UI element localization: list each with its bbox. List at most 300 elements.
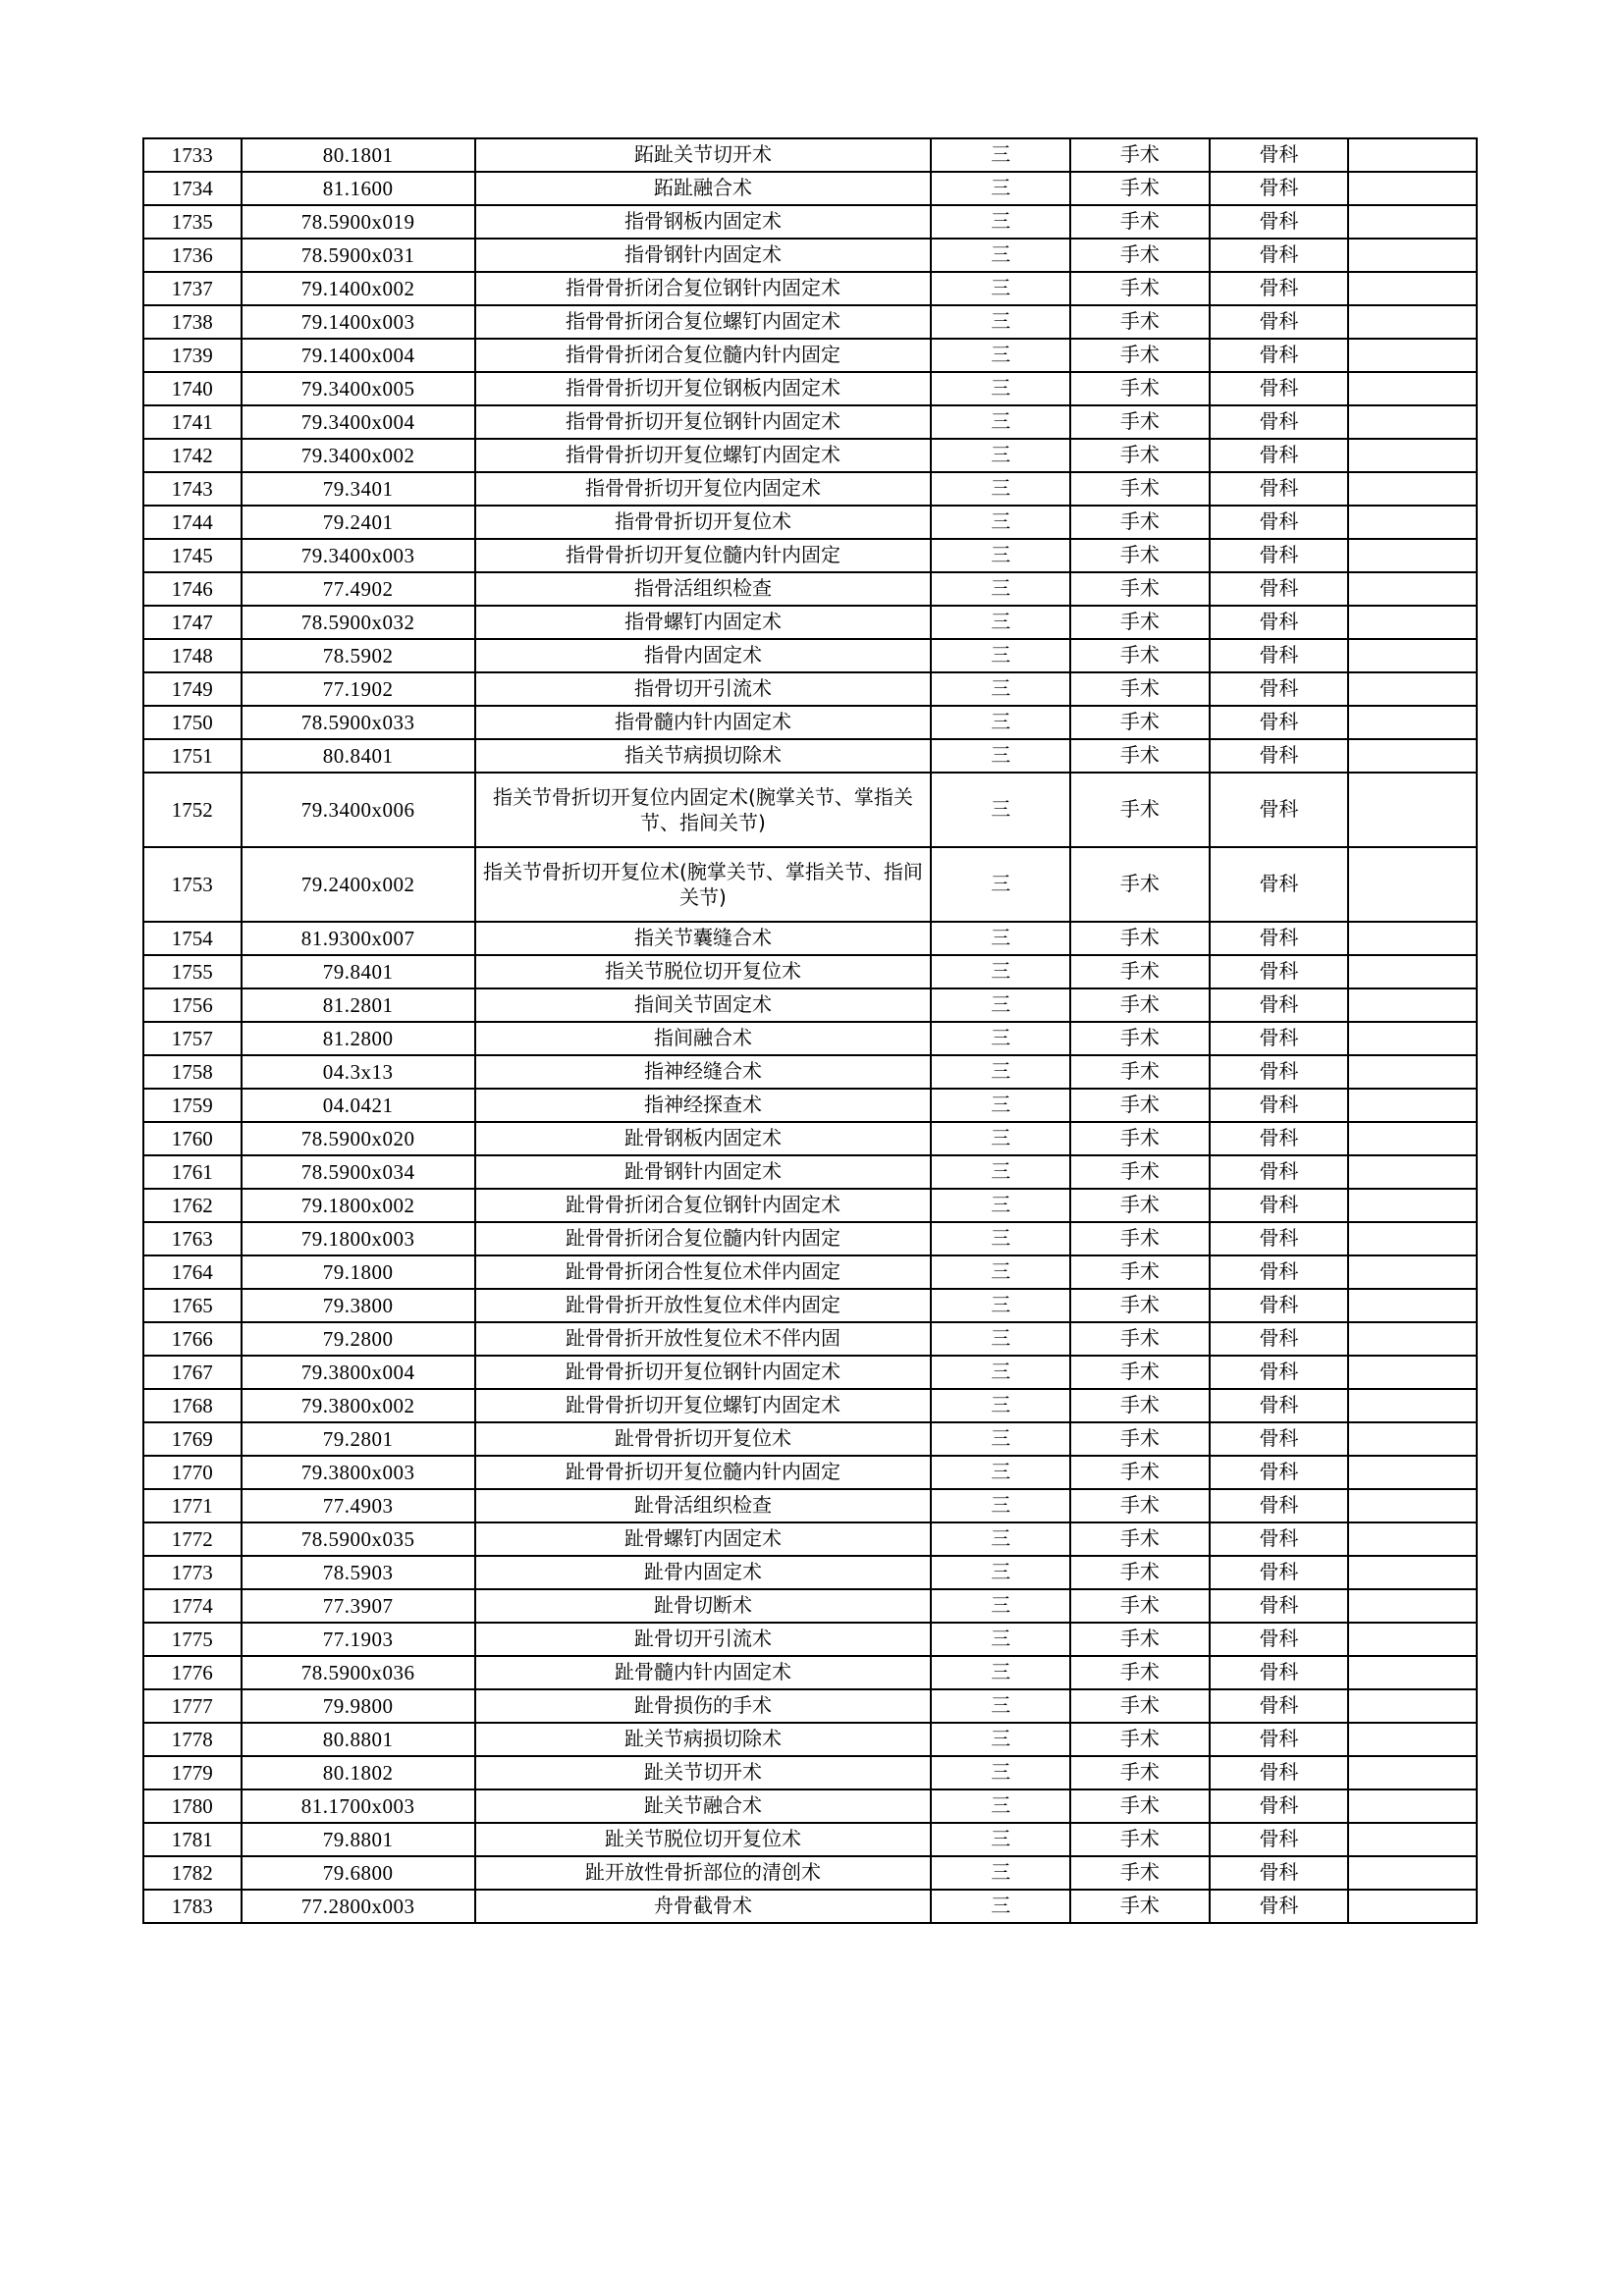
cell-category: 手术 bbox=[1070, 1689, 1210, 1723]
cell-sequence: 1750 bbox=[143, 706, 242, 739]
cell-category: 手术 bbox=[1070, 922, 1210, 955]
cell-category: 手术 bbox=[1070, 1589, 1210, 1623]
cell-sequence: 1744 bbox=[143, 506, 242, 539]
cell-procedure-code: 78.5900x033 bbox=[242, 706, 475, 739]
cell-sequence: 1756 bbox=[143, 988, 242, 1022]
cell-department: 骨科 bbox=[1210, 1556, 1349, 1589]
cell-department: 骨科 bbox=[1210, 1489, 1349, 1522]
cell-remark bbox=[1348, 405, 1477, 439]
cell-sequence: 1772 bbox=[143, 1522, 242, 1556]
cell-sequence: 1739 bbox=[143, 339, 242, 372]
cell-procedure-name: 趾骨髓内针内固定术 bbox=[475, 1656, 932, 1689]
cell-procedure-name: 指骨骨折切开复位术 bbox=[475, 506, 932, 539]
cell-remark bbox=[1348, 1356, 1477, 1389]
cell-procedure-name: 趾关节病损切除术 bbox=[475, 1723, 932, 1756]
cell-procedure-name: 指关节脱位切开复位术 bbox=[475, 955, 932, 988]
table-row bbox=[143, 138, 1477, 172]
cell-sequence: 1762 bbox=[143, 1189, 242, 1222]
cell-procedure-code: 79.3800 bbox=[242, 1289, 475, 1322]
cell-sequence: 1775 bbox=[143, 1623, 242, 1656]
cell-procedure-name: 趾骨骨折闭合复位钢针内固定术 bbox=[475, 1189, 932, 1222]
cell-procedure-name: 趾骨骨折切开复位钢针内固定术 bbox=[475, 1356, 932, 1389]
cell-remark bbox=[1348, 1289, 1477, 1322]
table-row bbox=[143, 1489, 1477, 1522]
cell-level: 三 bbox=[931, 1089, 1070, 1122]
cell-level: 三 bbox=[931, 339, 1070, 372]
cell-procedure-name: 指间融合术 bbox=[475, 1022, 932, 1055]
cell-department: 骨科 bbox=[1210, 1456, 1349, 1489]
cell-remark bbox=[1348, 239, 1477, 272]
cell-category: 手术 bbox=[1070, 1222, 1210, 1255]
cell-level: 三 bbox=[931, 922, 1070, 955]
cell-department: 骨科 bbox=[1210, 1522, 1349, 1556]
cell-level: 三 bbox=[931, 955, 1070, 988]
cell-procedure-name: 舟骨截骨术 bbox=[475, 1890, 932, 1923]
cell-remark bbox=[1348, 1155, 1477, 1189]
table-row bbox=[143, 955, 1477, 988]
cell-procedure-code: 79.2800 bbox=[242, 1322, 475, 1356]
cell-level: 三 bbox=[931, 706, 1070, 739]
cell-procedure-name: 指骨骨折切开复位钢板内固定术 bbox=[475, 372, 932, 405]
cell-procedure-name: 趾骨切断术 bbox=[475, 1589, 932, 1623]
cell-level: 三 bbox=[931, 572, 1070, 606]
cell-procedure-name: 指关节病损切除术 bbox=[475, 739, 932, 773]
cell-sequence: 1755 bbox=[143, 955, 242, 988]
cell-level: 三 bbox=[931, 1489, 1070, 1522]
table-row bbox=[143, 372, 1477, 405]
cell-level: 三 bbox=[931, 539, 1070, 572]
cell-sequence: 1753 bbox=[143, 847, 242, 922]
cell-sequence: 1741 bbox=[143, 405, 242, 439]
cell-sequence: 1766 bbox=[143, 1322, 242, 1356]
cell-category: 手术 bbox=[1070, 472, 1210, 506]
cell-procedure-code: 78.5900x031 bbox=[242, 239, 475, 272]
cell-category: 手术 bbox=[1070, 1890, 1210, 1923]
cell-sequence: 1761 bbox=[143, 1155, 242, 1189]
cell-procedure-name: 指骨骨折闭合复位钢针内固定术 bbox=[475, 272, 932, 305]
cell-remark bbox=[1348, 739, 1477, 773]
cell-level: 三 bbox=[931, 988, 1070, 1022]
cell-department: 骨科 bbox=[1210, 1055, 1349, 1089]
cell-sequence: 1767 bbox=[143, 1356, 242, 1389]
cell-remark bbox=[1348, 1322, 1477, 1356]
cell-department: 骨科 bbox=[1210, 1856, 1349, 1890]
table-row bbox=[143, 539, 1477, 572]
cell-remark bbox=[1348, 138, 1477, 172]
cell-department: 骨科 bbox=[1210, 1723, 1349, 1756]
cell-level: 三 bbox=[931, 1189, 1070, 1222]
cell-category: 手术 bbox=[1070, 739, 1210, 773]
cell-remark bbox=[1348, 339, 1477, 372]
cell-procedure-code: 79.1400x003 bbox=[242, 305, 475, 339]
cell-department: 骨科 bbox=[1210, 138, 1349, 172]
cell-category: 手术 bbox=[1070, 988, 1210, 1022]
cell-sequence: 1773 bbox=[143, 1556, 242, 1589]
cell-procedure-name: 指神经探查术 bbox=[475, 1089, 932, 1122]
cell-department: 骨科 bbox=[1210, 672, 1349, 706]
table-row bbox=[143, 239, 1477, 272]
cell-procedure-code: 79.1800x003 bbox=[242, 1222, 475, 1255]
cell-sequence: 1782 bbox=[143, 1856, 242, 1890]
cell-level: 三 bbox=[931, 1856, 1070, 1890]
cell-department: 骨科 bbox=[1210, 773, 1349, 847]
table-row bbox=[143, 1189, 1477, 1222]
cell-category: 手术 bbox=[1070, 405, 1210, 439]
cell-procedure-code: 78.5902 bbox=[242, 639, 475, 672]
cell-procedure-name: 趾骨螺钉内固定术 bbox=[475, 1522, 932, 1556]
cell-level: 三 bbox=[931, 739, 1070, 773]
cell-category: 手术 bbox=[1070, 847, 1210, 922]
cell-level: 三 bbox=[931, 272, 1070, 305]
cell-department: 骨科 bbox=[1210, 1890, 1349, 1923]
cell-remark bbox=[1348, 672, 1477, 706]
cell-category: 手术 bbox=[1070, 1823, 1210, 1856]
cell-level: 三 bbox=[931, 506, 1070, 539]
cell-category: 手术 bbox=[1070, 1022, 1210, 1055]
cell-remark bbox=[1348, 847, 1477, 922]
cell-category: 手术 bbox=[1070, 1255, 1210, 1289]
cell-sequence: 1763 bbox=[143, 1222, 242, 1255]
cell-remark bbox=[1348, 922, 1477, 955]
cell-remark bbox=[1348, 1389, 1477, 1422]
cell-sequence: 1760 bbox=[143, 1122, 242, 1155]
cell-level: 三 bbox=[931, 1623, 1070, 1656]
cell-remark bbox=[1348, 955, 1477, 988]
cell-procedure-code: 79.3400x005 bbox=[242, 372, 475, 405]
cell-procedure-name: 趾骨钢板内固定术 bbox=[475, 1122, 932, 1155]
cell-department: 骨科 bbox=[1210, 1789, 1349, 1823]
cell-level: 三 bbox=[931, 205, 1070, 239]
cell-category: 手术 bbox=[1070, 1556, 1210, 1589]
cell-procedure-name: 指骨骨折切开复位钢针内固定术 bbox=[475, 405, 932, 439]
cell-sequence: 1770 bbox=[143, 1456, 242, 1489]
cell-procedure-name: 指骨骨折切开复位髓内针内固定 bbox=[475, 539, 932, 572]
cell-sequence: 1751 bbox=[143, 739, 242, 773]
cell-department: 骨科 bbox=[1210, 1189, 1349, 1222]
cell-sequence: 1738 bbox=[143, 305, 242, 339]
cell-department: 骨科 bbox=[1210, 1155, 1349, 1189]
cell-remark bbox=[1348, 988, 1477, 1022]
cell-category: 手术 bbox=[1070, 539, 1210, 572]
cell-remark bbox=[1348, 1222, 1477, 1255]
cell-procedure-name: 指骨螺钉内固定术 bbox=[475, 606, 932, 639]
cell-remark bbox=[1348, 472, 1477, 506]
cell-sequence: 1752 bbox=[143, 773, 242, 847]
cell-level: 三 bbox=[931, 1456, 1070, 1489]
cell-category: 手术 bbox=[1070, 1356, 1210, 1389]
table-row bbox=[143, 1723, 1477, 1756]
cell-remark bbox=[1348, 506, 1477, 539]
cell-remark bbox=[1348, 1890, 1477, 1923]
cell-procedure-code: 79.8801 bbox=[242, 1823, 475, 1856]
cell-procedure-code: 79.9800 bbox=[242, 1689, 475, 1723]
cell-sequence: 1757 bbox=[143, 1022, 242, 1055]
cell-sequence: 1777 bbox=[143, 1689, 242, 1723]
cell-level: 三 bbox=[931, 1689, 1070, 1723]
cell-procedure-name: 趾骨骨折切开复位术 bbox=[475, 1422, 932, 1456]
table-row bbox=[143, 205, 1477, 239]
cell-procedure-name: 指骨骨折闭合复位螺钉内固定术 bbox=[475, 305, 932, 339]
cell-level: 三 bbox=[931, 1556, 1070, 1589]
cell-department: 骨科 bbox=[1210, 1122, 1349, 1155]
cell-level: 三 bbox=[931, 1422, 1070, 1456]
cell-remark bbox=[1348, 1055, 1477, 1089]
table-row bbox=[143, 439, 1477, 472]
table-row bbox=[143, 1756, 1477, 1789]
cell-remark bbox=[1348, 1823, 1477, 1856]
cell-sequence: 1765 bbox=[143, 1289, 242, 1322]
cell-remark bbox=[1348, 1656, 1477, 1689]
cell-department: 骨科 bbox=[1210, 988, 1349, 1022]
cell-remark bbox=[1348, 773, 1477, 847]
cell-procedure-name: 趾骨骨折开放性复位术伴内固定 bbox=[475, 1289, 932, 1322]
cell-procedure-code: 77.1903 bbox=[242, 1623, 475, 1656]
cell-procedure-code: 77.1902 bbox=[242, 672, 475, 706]
cell-level: 三 bbox=[931, 1723, 1070, 1756]
cell-category: 手术 bbox=[1070, 1422, 1210, 1456]
cell-procedure-code: 79.2401 bbox=[242, 506, 475, 539]
cell-department: 骨科 bbox=[1210, 955, 1349, 988]
cell-remark bbox=[1348, 1856, 1477, 1890]
cell-category: 手术 bbox=[1070, 1489, 1210, 1522]
cell-procedure-code: 81.9300x007 bbox=[242, 922, 475, 955]
cell-procedure-name: 指关节骨折切开复位内固定术(腕掌关节、掌指关节、指间关节) bbox=[475, 773, 932, 847]
table-row bbox=[143, 922, 1477, 955]
cell-procedure-code: 80.1801 bbox=[242, 138, 475, 172]
table-row bbox=[143, 706, 1477, 739]
cell-category: 手术 bbox=[1070, 1723, 1210, 1756]
cell-remark bbox=[1348, 1723, 1477, 1756]
cell-procedure-name: 跖趾融合术 bbox=[475, 172, 932, 205]
cell-sequence: 1776 bbox=[143, 1656, 242, 1689]
cell-category: 手术 bbox=[1070, 272, 1210, 305]
cell-remark bbox=[1348, 606, 1477, 639]
cell-procedure-code: 81.1600 bbox=[242, 172, 475, 205]
cell-sequence: 1736 bbox=[143, 239, 242, 272]
cell-procedure-name: 指骨内固定术 bbox=[475, 639, 932, 672]
cell-level: 三 bbox=[931, 1890, 1070, 1923]
cell-category: 手术 bbox=[1070, 639, 1210, 672]
cell-sequence: 1745 bbox=[143, 539, 242, 572]
cell-sequence: 1747 bbox=[143, 606, 242, 639]
table-row bbox=[143, 1789, 1477, 1823]
cell-procedure-code: 78.5900x019 bbox=[242, 205, 475, 239]
table-row bbox=[143, 1556, 1477, 1589]
cell-level: 三 bbox=[931, 1155, 1070, 1189]
cell-remark bbox=[1348, 1255, 1477, 1289]
table-row bbox=[143, 1623, 1477, 1656]
cell-remark bbox=[1348, 305, 1477, 339]
cell-category: 手术 bbox=[1070, 773, 1210, 847]
cell-procedure-name: 指骨活组织检查 bbox=[475, 572, 932, 606]
cell-procedure-code: 78.5900x034 bbox=[242, 1155, 475, 1189]
cell-level: 三 bbox=[931, 239, 1070, 272]
cell-category: 手术 bbox=[1070, 1055, 1210, 1089]
cell-department: 骨科 bbox=[1210, 506, 1349, 539]
cell-category: 手术 bbox=[1070, 305, 1210, 339]
cell-sequence: 1743 bbox=[143, 472, 242, 506]
cell-remark bbox=[1348, 539, 1477, 572]
cell-category: 手术 bbox=[1070, 1522, 1210, 1556]
cell-procedure-code: 79.8401 bbox=[242, 955, 475, 988]
cell-remark bbox=[1348, 1522, 1477, 1556]
cell-procedure-name: 趾关节切开术 bbox=[475, 1756, 932, 1789]
cell-level: 三 bbox=[931, 672, 1070, 706]
table-row bbox=[143, 305, 1477, 339]
cell-remark bbox=[1348, 1756, 1477, 1789]
cell-procedure-code: 81.2801 bbox=[242, 988, 475, 1022]
cell-sequence: 1781 bbox=[143, 1823, 242, 1856]
table-row bbox=[143, 606, 1477, 639]
cell-level: 三 bbox=[931, 1522, 1070, 1556]
cell-category: 手术 bbox=[1070, 1122, 1210, 1155]
table-row bbox=[143, 1322, 1477, 1356]
cell-sequence: 1774 bbox=[143, 1589, 242, 1623]
cell-procedure-name: 指骨髓内针内固定术 bbox=[475, 706, 932, 739]
cell-department: 骨科 bbox=[1210, 572, 1349, 606]
cell-procedure-code: 78.5903 bbox=[242, 1556, 475, 1589]
table-row bbox=[143, 639, 1477, 672]
cell-category: 手术 bbox=[1070, 172, 1210, 205]
table-row bbox=[143, 847, 1477, 922]
cell-category: 手术 bbox=[1070, 955, 1210, 988]
cell-procedure-code: 80.1802 bbox=[242, 1756, 475, 1789]
table-row bbox=[143, 572, 1477, 606]
cell-sequence: 1737 bbox=[143, 272, 242, 305]
table-row bbox=[143, 1456, 1477, 1489]
cell-procedure-name: 趾骨骨折切开复位螺钉内固定术 bbox=[475, 1389, 932, 1422]
cell-sequence: 1759 bbox=[143, 1089, 242, 1122]
table-row bbox=[143, 1222, 1477, 1255]
table-row bbox=[143, 1689, 1477, 1723]
cell-category: 手术 bbox=[1070, 1389, 1210, 1422]
cell-procedure-name: 指骨钢针内固定术 bbox=[475, 239, 932, 272]
cell-category: 手术 bbox=[1070, 1756, 1210, 1789]
cell-remark bbox=[1348, 572, 1477, 606]
cell-level: 三 bbox=[931, 1122, 1070, 1155]
cell-category: 手术 bbox=[1070, 1623, 1210, 1656]
cell-procedure-code: 78.5900x036 bbox=[242, 1656, 475, 1689]
cell-procedure-code: 80.8401 bbox=[242, 739, 475, 773]
cell-remark bbox=[1348, 205, 1477, 239]
cell-sequence: 1783 bbox=[143, 1890, 242, 1923]
cell-category: 手术 bbox=[1070, 606, 1210, 639]
cell-department: 骨科 bbox=[1210, 1823, 1349, 1856]
cell-sequence: 1758 bbox=[143, 1055, 242, 1089]
cell-department: 骨科 bbox=[1210, 1422, 1349, 1456]
cell-remark bbox=[1348, 1556, 1477, 1589]
cell-remark bbox=[1348, 172, 1477, 205]
cell-procedure-code: 79.2400x002 bbox=[242, 847, 475, 922]
table-row bbox=[143, 1255, 1477, 1289]
cell-procedure-code: 79.1400x002 bbox=[242, 272, 475, 305]
table-row bbox=[143, 773, 1477, 847]
cell-procedure-code: 81.1700x003 bbox=[242, 1789, 475, 1823]
cell-sequence: 1779 bbox=[143, 1756, 242, 1789]
cell-level: 三 bbox=[931, 606, 1070, 639]
cell-sequence: 1740 bbox=[143, 372, 242, 405]
cell-procedure-code: 79.3800x004 bbox=[242, 1356, 475, 1389]
cell-remark bbox=[1348, 1422, 1477, 1456]
cell-category: 手术 bbox=[1070, 672, 1210, 706]
cell-level: 三 bbox=[931, 1022, 1070, 1055]
table-row bbox=[143, 506, 1477, 539]
cell-category: 手术 bbox=[1070, 706, 1210, 739]
cell-procedure-code: 78.5900x020 bbox=[242, 1122, 475, 1155]
table-row bbox=[143, 672, 1477, 706]
table-row bbox=[143, 1356, 1477, 1389]
cell-sequence: 1754 bbox=[143, 922, 242, 955]
cell-sequence: 1735 bbox=[143, 205, 242, 239]
cell-category: 手术 bbox=[1070, 506, 1210, 539]
cell-procedure-code: 79.3400x006 bbox=[242, 773, 475, 847]
cell-procedure-name: 指关节骨折切开复位术(腕掌关节、掌指关节、指间关节) bbox=[475, 847, 932, 922]
table-row bbox=[143, 988, 1477, 1022]
cell-sequence: 1771 bbox=[143, 1489, 242, 1522]
cell-level: 三 bbox=[931, 1789, 1070, 1823]
cell-level: 三 bbox=[931, 1756, 1070, 1789]
cell-procedure-code: 81.2800 bbox=[242, 1022, 475, 1055]
cell-level: 三 bbox=[931, 639, 1070, 672]
cell-procedure-code: 77.4902 bbox=[242, 572, 475, 606]
cell-category: 手术 bbox=[1070, 1089, 1210, 1122]
cell-remark bbox=[1348, 439, 1477, 472]
cell-procedure-code: 79.1400x004 bbox=[242, 339, 475, 372]
cell-level: 三 bbox=[931, 1055, 1070, 1089]
cell-department: 骨科 bbox=[1210, 606, 1349, 639]
procedure-code-table bbox=[142, 137, 1478, 1924]
table-row bbox=[143, 1155, 1477, 1189]
cell-department: 骨科 bbox=[1210, 1289, 1349, 1322]
cell-procedure-name: 指骨骨折切开复位螺钉内固定术 bbox=[475, 439, 932, 472]
cell-remark bbox=[1348, 272, 1477, 305]
cell-sequence: 1749 bbox=[143, 672, 242, 706]
cell-department: 骨科 bbox=[1210, 1689, 1349, 1723]
table-row bbox=[143, 405, 1477, 439]
cell-procedure-name: 趾骨内固定术 bbox=[475, 1556, 932, 1589]
cell-procedure-name: 趾关节脱位切开复位术 bbox=[475, 1823, 932, 1856]
cell-sequence: 1734 bbox=[143, 172, 242, 205]
cell-category: 手术 bbox=[1070, 372, 1210, 405]
cell-department: 骨科 bbox=[1210, 172, 1349, 205]
cell-department: 骨科 bbox=[1210, 1022, 1349, 1055]
cell-procedure-code: 77.3907 bbox=[242, 1589, 475, 1623]
cell-procedure-name: 指骨骨折切开复位内固定术 bbox=[475, 472, 932, 506]
cell-category: 手术 bbox=[1070, 1322, 1210, 1356]
cell-level: 三 bbox=[931, 305, 1070, 339]
cell-department: 骨科 bbox=[1210, 472, 1349, 506]
cell-procedure-name: 趾骨骨折切开复位髓内针内固定 bbox=[475, 1456, 932, 1489]
cell-level: 三 bbox=[931, 172, 1070, 205]
cell-procedure-name: 指关节囊缝合术 bbox=[475, 922, 932, 955]
table-row bbox=[143, 172, 1477, 205]
cell-level: 三 bbox=[931, 1356, 1070, 1389]
cell-sequence: 1769 bbox=[143, 1422, 242, 1456]
cell-category: 手术 bbox=[1070, 1789, 1210, 1823]
cell-department: 骨科 bbox=[1210, 372, 1349, 405]
cell-level: 三 bbox=[931, 1222, 1070, 1255]
cell-level: 三 bbox=[931, 1389, 1070, 1422]
cell-level: 三 bbox=[931, 1289, 1070, 1322]
cell-sequence: 1778 bbox=[143, 1723, 242, 1756]
cell-department: 骨科 bbox=[1210, 1089, 1349, 1122]
cell-department: 骨科 bbox=[1210, 1623, 1349, 1656]
cell-procedure-code: 79.1800x002 bbox=[242, 1189, 475, 1222]
table-row bbox=[143, 1656, 1477, 1689]
cell-procedure-name: 指间关节固定术 bbox=[475, 988, 932, 1022]
cell-remark bbox=[1348, 1456, 1477, 1489]
cell-procedure-code: 79.3401 bbox=[242, 472, 475, 506]
